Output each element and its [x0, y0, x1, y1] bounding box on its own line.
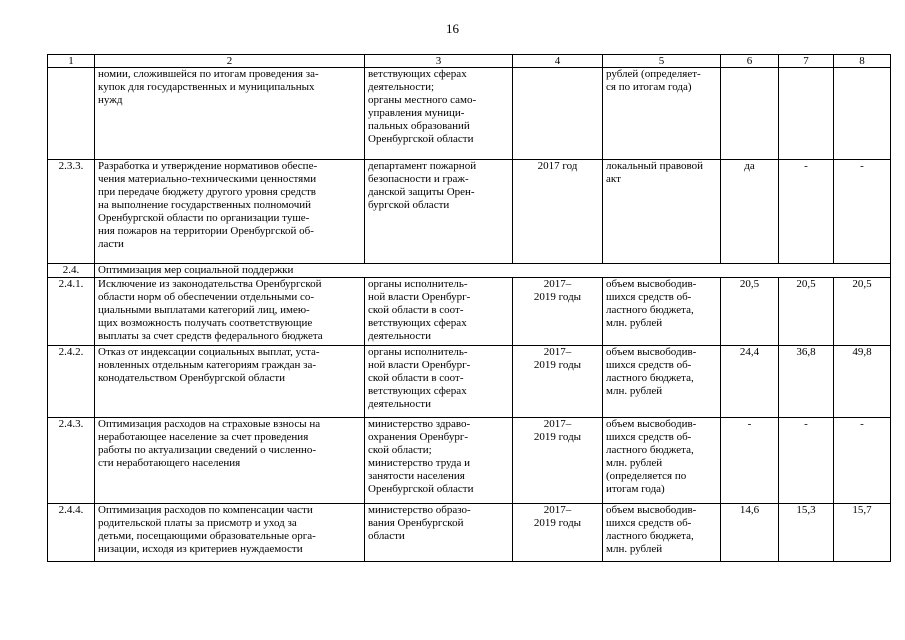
column-header: 4	[513, 55, 603, 68]
item-number: 2.4.3.	[48, 418, 95, 504]
responsible-executor: департамент пожарной безопасности и граж- данской защиты Орен- бургской области	[365, 160, 513, 264]
page-number: 16	[446, 21, 459, 36]
responsible-executor: министерство образо- вания Оренбургской области	[365, 504, 513, 562]
item-number: 2.4.1.	[48, 278, 95, 346]
measure-description: Разработка и утверждение нормативов обеспе- чения материально-техническими ценностями при передаче бюджету другого уровня средств на выполнение государственных полномочий Оренбургской области по организации туше- ния пожаров на территории Оренбургской об- ласти	[95, 160, 365, 264]
column-header: 5	[603, 55, 721, 68]
value-2019	[834, 68, 891, 160]
value-2017: да	[721, 160, 779, 264]
value-2019: 20,5	[834, 278, 891, 346]
value-2018: -	[779, 418, 834, 504]
column-header: 1	[48, 55, 95, 68]
indicator: объем высвободив- шихся средств об- ластного бюджета, млн. рублей	[603, 504, 721, 562]
header-row	[48, 55, 891, 68]
indicator: рублей (определяет- ся по итогам года)	[603, 68, 721, 160]
deadline: 2017 год	[513, 160, 603, 264]
section-title: Оптимизация мер социальной поддержки	[95, 264, 891, 278]
item-number: 2.4.4.	[48, 504, 95, 562]
value-2018: 20,5	[779, 278, 834, 346]
item-number: 2.3.3.	[48, 160, 95, 264]
table-row	[48, 278, 891, 346]
column-header: 7	[779, 55, 834, 68]
value-2017: 20,5	[721, 278, 779, 346]
table-row	[48, 346, 891, 418]
deadline: 2017– 2019 годы	[513, 504, 603, 562]
table-row	[48, 504, 891, 562]
item-number: 2.4.	[48, 264, 95, 278]
value-2018: -	[779, 160, 834, 264]
responsible-executor: министерство здраво- охранения Оренбург- ской области; министерство труда и занятости населения Оренбургской области	[365, 418, 513, 504]
deadline: 2017– 2019 годы	[513, 418, 603, 504]
column-header: 6	[721, 55, 779, 68]
responsible-executor: ветствующих сферах деятельности; органы местного само- управления муници- пальных образований Оренбургской области	[365, 68, 513, 160]
measure-description: Оптимизация расходов по компенсации части родительской платы за присмотр и уход за детьми, посещающими образовательные орга- низации, исходя из критериев нуждаемости	[95, 504, 365, 562]
plan-table	[47, 54, 891, 562]
table-row	[48, 68, 891, 160]
deadline	[513, 68, 603, 160]
deadline: 2017– 2019 годы	[513, 346, 603, 418]
indicator: объем высвободив- шихся средств об- ластного бюджета, млн. рублей	[603, 278, 721, 346]
measure-description: номии, сложившейся по итогам проведения за- купок для государственных и муниципальных нужд	[95, 68, 365, 160]
value-2017: 24,4	[721, 346, 779, 418]
table-row	[48, 160, 891, 264]
value-2018	[779, 68, 834, 160]
indicator: объем высвободив- шихся средств об- ластного бюджета, млн. рублей	[603, 346, 721, 418]
measure-description: Отказ от индексации социальных выплат, уста- новленных отдельным категориям граждан за- конодательством Оренбургской области	[95, 346, 365, 418]
value-2018: 15,3	[779, 504, 834, 562]
measure-description: Исключение из законодательства Оренбургской области норм об обеспечении отдельными со- циальными выплатами категорий лиц, имею- щих возможность получать соответствующие выплаты за счет средств федерального бюджета	[95, 278, 365, 346]
value-2017	[721, 68, 779, 160]
measure-description: Оптимизация расходов на страховые взносы на неработающее население за счет проведения работы по актуализации сведений о численно- сти неработающего населения	[95, 418, 365, 504]
responsible-executor: органы исполнитель- ной власти Оренбург- ской области в соот- ветствующих сферах деятельности	[365, 346, 513, 418]
value-2017: -	[721, 418, 779, 504]
item-number: 2.4.2.	[48, 346, 95, 418]
value-2019: -	[834, 418, 891, 504]
column-header: 2	[95, 55, 365, 68]
value-2017: 14,6	[721, 504, 779, 562]
table-row	[48, 418, 891, 504]
value-2019: 15,7	[834, 504, 891, 562]
indicator: локальный правовой акт	[603, 160, 721, 264]
responsible-executor: органы исполнитель- ной власти Оренбург- ской области в соот- ветствующих сферах деятельности	[365, 278, 513, 346]
value-2019: -	[834, 160, 891, 264]
item-number	[48, 68, 95, 160]
section-row	[48, 264, 891, 278]
column-header: 3	[365, 55, 513, 68]
column-header: 8	[834, 55, 891, 68]
value-2018: 36,8	[779, 346, 834, 418]
deadline: 2017– 2019 годы	[513, 278, 603, 346]
value-2019: 49,8	[834, 346, 891, 418]
indicator: объем высвободив- шихся средств об- ластного бюджета, млн. рублей (определяется по итогам года)	[603, 418, 721, 504]
